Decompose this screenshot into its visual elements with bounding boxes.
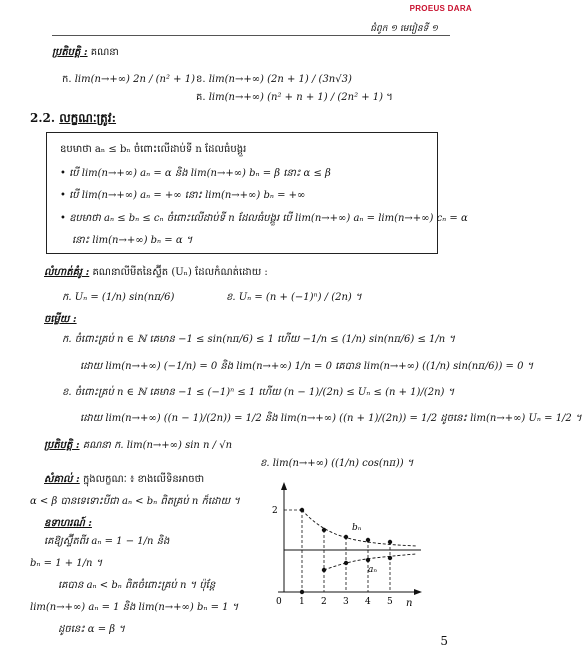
item-expr: lim(n→+∞) (2n + 1) / (3n√3) bbox=[208, 74, 352, 85]
example-heading bbox=[44, 265, 268, 280]
remark-line-7: ដូចនេះ α = β ។ bbox=[58, 624, 125, 635]
point-a3 bbox=[344, 561, 348, 565]
point-a2 bbox=[322, 568, 326, 572]
point-a4 bbox=[366, 558, 370, 562]
remark-example bbox=[44, 516, 92, 531]
point-a5 bbox=[388, 556, 392, 560]
exercise-2-label: ប្រតិបត្តិ : bbox=[44, 440, 80, 451]
x-tick-label-3: 3 bbox=[343, 597, 349, 607]
x-axis-label: n bbox=[406, 598, 413, 609]
page-number: 5 bbox=[440, 634, 448, 648]
item-expr: lim(n→+∞) (n² + n + 1) / (2n² + 1) bbox=[208, 92, 384, 103]
x-tick-label-1: 1 bbox=[299, 597, 305, 607]
exercise-2-part-b: ខ. lim(n→+∞) ((1/n) cos(nπ)) ។ bbox=[260, 458, 414, 469]
section-title: លក្ខណៈត្រូវ: bbox=[59, 111, 117, 125]
item-expr: lim(n→+∞) 2n / (n² + 1) bbox=[74, 74, 195, 85]
sequence-graph bbox=[256, 468, 428, 624]
x-axis-arrow-icon bbox=[414, 589, 422, 595]
x-tick-label-0: 0 bbox=[276, 597, 282, 607]
curve-a-label: aₙ bbox=[368, 565, 378, 575]
remark-line-5: គេបាន aₙ < bₙ ពិតចំពោះគ្រប់ n ។ ប៉ុន្តែ bbox=[58, 580, 216, 591]
solution-label: ចម្លើយ : bbox=[44, 314, 77, 325]
example-part-b: ខ. Uₙ = (n + (−1)ⁿ) / (2n) ។ bbox=[226, 292, 362, 303]
point-b5 bbox=[388, 540, 392, 544]
exercise-1-item-c bbox=[196, 90, 393, 105]
x-tick-label-4: 4 bbox=[365, 597, 371, 607]
exercise-1-label: ប្រតិបត្តិ : bbox=[52, 47, 88, 58]
chapter-header: ជំពូក ១ មេរៀនទី ១ bbox=[370, 24, 438, 34]
section-heading bbox=[30, 110, 116, 128]
exercise-2-text: គណនា ក. lim(n→+∞) sin n / √n bbox=[82, 440, 233, 451]
remark-line-3: គេឱ្យស្ទ៊ីតពីរ aₙ = 1 − 1/n និង bbox=[44, 536, 170, 547]
theorem-line-4: • ឧបមាថា aₙ ≤ bₙ ≤ cₙ ចំពោះលើដាប់ទី n ដែលធំបង្គួរ បើ lim(n→+∞) aₙ = lim(n→+∞) cₙ = α bbox=[60, 213, 468, 224]
solution-a-line-1: ក. ចំពោះគ្រប់ n ∈ ℕ គេមាន −1 ≤ sin(nπ/6) ≤ 1 ហើយ −1/n ≤ (1/n) sin(nπ/6) ≤ 1/n ។ bbox=[62, 334, 455, 345]
solution-b-line-1: ខ. ចំពោះគ្រប់ n ∈ ℕ គេមាន −1 ≤ (−1)ⁿ ≤ 1 ហើយ (n − 1)/(2n) ≤ Uₙ ≤ (n + 1)/(2n) ។ bbox=[62, 387, 455, 398]
solution-b-line-2: ដោយ lim(n→+∞) ((n − 1)/(2n)) = 1/2 និង lim(n→+∞) ((n + 1)/(2n)) = 1/2 ដូចនេះ lim(n→+∞) Uₙ = 1/2 ។ bbox=[80, 413, 582, 424]
exercise-1 bbox=[52, 45, 119, 60]
y-tick-label: 2 bbox=[272, 506, 278, 516]
point-b1 bbox=[300, 508, 304, 512]
remark-line-2: α < β បានទេទោះបីជា aₙ < bₙ ពិតគ្រប់ n ក៏ដោយ ។ bbox=[30, 496, 240, 507]
remark-line-6: lim(n→+∞) aₙ = 1 និង lim(n→+∞) bₙ = 1 ។ bbox=[30, 602, 239, 613]
remark-label: សំគាល់ : bbox=[44, 474, 80, 485]
point-b4 bbox=[366, 538, 370, 542]
remark-heading bbox=[44, 472, 204, 487]
example-text: គណនាលីមីតនៃស្ទ៊ីត (Uₙ) ដែលកំណត់ដោយ : bbox=[92, 267, 268, 278]
section-number: 2.2. bbox=[30, 111, 56, 125]
point-b3 bbox=[344, 535, 348, 539]
x-tick-label-2: 2 bbox=[321, 597, 327, 607]
example-label: លំហាត់គំរូ : bbox=[44, 267, 90, 278]
item-marker: ខ. bbox=[196, 74, 206, 85]
header-rule bbox=[52, 35, 450, 36]
solution-a-line-2: ដោយ lim(n→+∞) (−1/n) = 0 និង lim(n→+∞) 1/n = 0 គេបាន lim(n→+∞) ((1/n) sin(nπ/6)) = 0 ។ bbox=[80, 361, 534, 372]
exercise-1-item-a bbox=[62, 72, 195, 87]
theorem-line-2: • បើ lim(n→+∞) aₙ = α និង lim(n→+∞) bₙ = β នោះ α ≤ β bbox=[60, 168, 331, 179]
exercise-1-item-b bbox=[196, 72, 352, 87]
brand-mark: PROEUS DARA bbox=[409, 4, 472, 13]
example-part-a: ក. Uₙ = (1/n) sin(nπ/6) bbox=[62, 292, 175, 303]
remark-line-4: bₙ = 1 + 1/n ។ bbox=[30, 558, 103, 569]
item-marker: គ. bbox=[196, 92, 206, 103]
exercise-2 bbox=[44, 438, 232, 453]
item-marker: ក. bbox=[62, 74, 72, 85]
remark-example-label: ឧទាហរណ៍ : bbox=[44, 518, 92, 529]
point-a1 bbox=[300, 590, 304, 594]
theorem-line-1: ឧបមាថា aₙ ≤ bₙ ចំពោះលើដាប់ទី n ដែលធំបង្គួរ bbox=[60, 144, 247, 155]
point-b2 bbox=[322, 528, 326, 532]
curve-b-label: bₙ bbox=[352, 523, 362, 533]
y-axis-arrow-icon bbox=[281, 482, 287, 490]
theorem-line-3: • បើ lim(n→+∞) aₙ = +∞ នោះ lim(n→+∞) bₙ = +∞ bbox=[60, 190, 306, 201]
remark-line-1: ក្នុងលក្ខណៈ ៖ ខាងលើទិនអាចថា bbox=[82, 474, 205, 485]
item-end: ។ bbox=[386, 92, 393, 103]
x-tick-label-5: 5 bbox=[387, 597, 393, 607]
theorem-line-5: នោះ lim(n→+∞) bₙ = α ។ bbox=[72, 235, 193, 246]
exercise-1-text: គណនា bbox=[90, 47, 119, 58]
